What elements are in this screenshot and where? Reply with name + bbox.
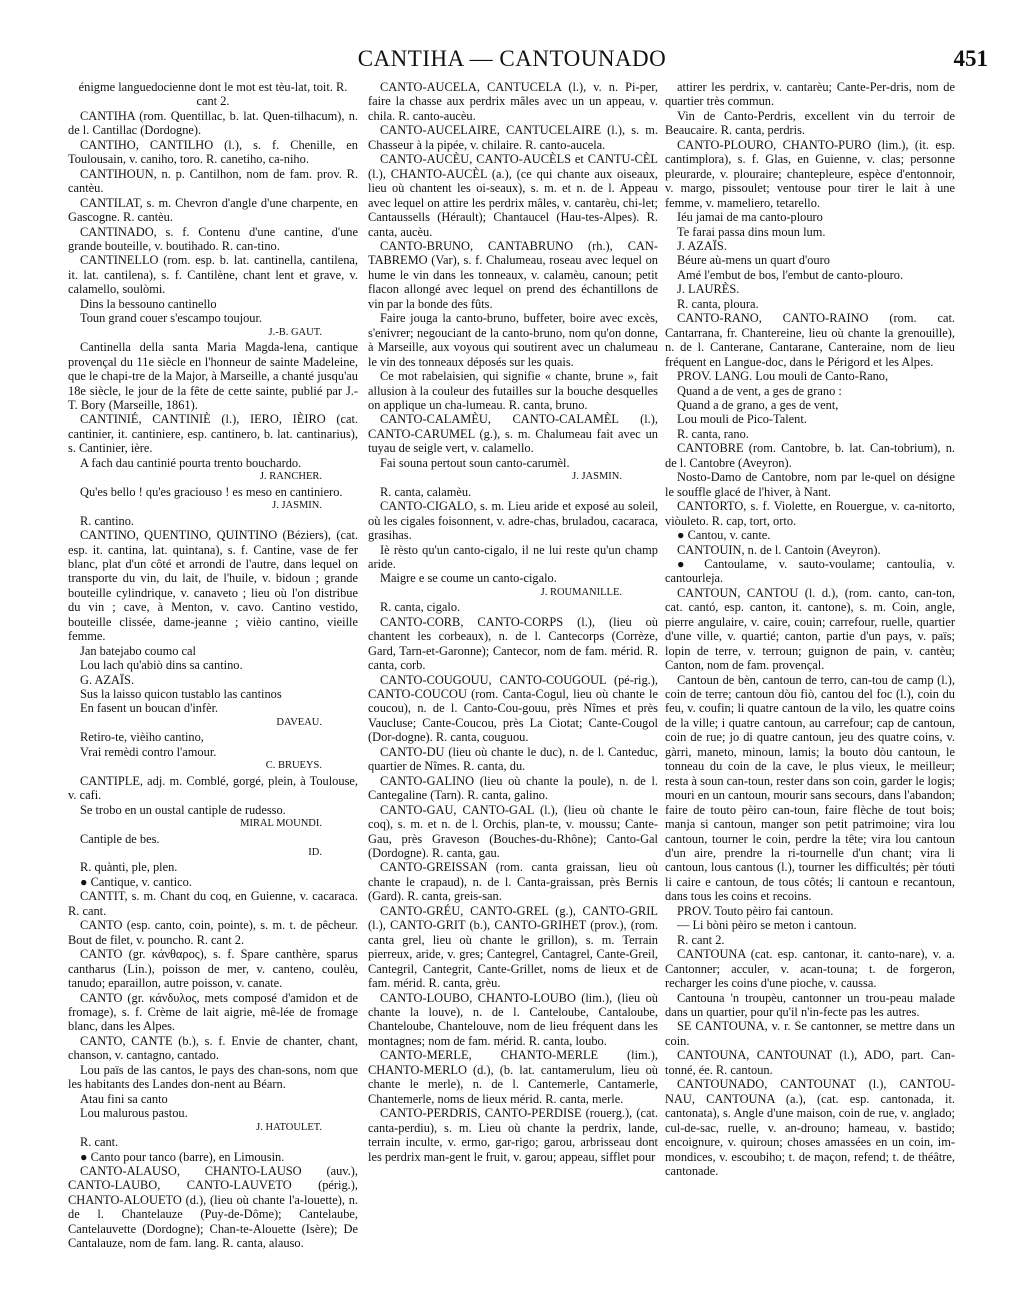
dictionary-entry: attirer les perdrix, v. cantarèu; Cante-Per-dris, nom de quartier très commun. (665, 80, 955, 109)
dictionary-entry: R. cantino. (80, 513, 135, 528)
dictionary-entry: R. cant 2. (677, 932, 725, 947)
dictionary-entry: CANTINIÉ, CANTINIÈ (l.), IERO, IÈIRO (cat. cantinier, it. cantiniere, esp. cantinero, b. lat. cantinarius), s. Cantinier, ière. (68, 412, 358, 456)
dictionary-entry: En fasent un boucan d'infèr. (80, 701, 219, 716)
dictionary-entry: Toun grand couer s'escampo toujour. (80, 311, 263, 326)
dictionary-entry: J. HATOULET. (256, 1121, 322, 1133)
dictionary-entry: Jan batejabo coumo cal (80, 643, 196, 658)
dictionary-entry: Béure aù-mens un quart d'ouro (677, 253, 830, 268)
dictionary-entry: ● Canto pour tanco (barre), en Limousin. (80, 1149, 285, 1164)
dictionary-entry: Iéu jamai de ma canto-plouro (677, 210, 823, 225)
dictionary-entry: CANTO-CIGALO, s. m. Lieu aride et exposé au soleil, où les cigales foisonnent, v. adre-chas, bruladou, cacaraca, grasihas. (368, 499, 658, 543)
dictionary-entry: Ce mot rabelaisien, qui signifie « chante, brune », fait allusion à la couleur des futailles sur la bouche desquelles on applique un cha-lumeau. R. canta, bruno. (368, 369, 658, 412)
dictionary-entry: Fai souna pertout soun canto-carumèl. (380, 455, 570, 470)
dictionary-entry: CANTILAT, s. m. Chevron d'angle d'une charpente, en Gascogne. R. cantèu. (68, 195, 358, 225)
dictionary-entry: R. cant. (80, 1135, 119, 1150)
dictionary-entry: Nosto-Damo de Cantobre, nom par le-quel on désigne le souffle glacé de l'hiver, à Nant. (665, 470, 955, 499)
dictionary-entry: A fach dau cantinié pourta trento bouchardo. (80, 455, 302, 470)
dictionary-entry: Vrai remèdi contro l'amour. (80, 744, 217, 759)
dictionary-entry: CANTO-CORB, CANTO-CORPS (l.), (lieu où chantent les corbeaux), n. de l. Cantecorps (Corrèze, Gard, Tarn-et-Garonne); Cantecor, nom de fam. mérid. R. canta, corb. (368, 614, 658, 673)
dictionary-entry: G. AZAÏS. (80, 672, 135, 687)
dictionary-entry: CANTOUNA, CANTOUNAT (l.), ADO, part. Can-tonné, ée. R. cantoun. (665, 1048, 955, 1077)
dictionary-entry: J.-B. GAUT. (268, 326, 322, 338)
dictionary-entry: Iè rèsto qu'un canto-cigalo, il ne lui reste qu'un champ aride. (368, 542, 658, 571)
dictionary-entry: CANTIHA (rom. Quentillac, b. lat. Quen-tilhacum), n. de l. Cantillac (Dordogne). (68, 108, 358, 138)
dictionary-entry: CANTO-COUGOUU, CANTO-COUGOUL (pé-rig.), CANTO-COUCOU (rom. Canta-Cogul, lieu où chante le coucou), n. de l. Canto-Cou-gouu, près Nîmes et près Vaucluse; Cante-Coucou, près La Ciotat; Cante-Cougol (Dor-dogne). R. canta, couguou. (368, 672, 658, 745)
dictionary-entry: énigme languedocienne dont le mot est tèu-lat, toit. R. cant 2. (78, 80, 348, 109)
dictionary-entry: CANTO-AUCELAIRE, CANTUCELAIRE (l.), s. m. Chasseur à la pipée, v. chilaire. R. canto-aucela. (368, 123, 658, 152)
page-number: 451 (953, 46, 988, 71)
dictionary-entry: Lou mouli de Pico-Talent. (677, 412, 807, 427)
dictionary-entry: J. ROUMANILLE. (540, 586, 622, 598)
dictionary-entry: CANTO-PLOURO, CHANTO-PURO (lim.), (it. esp. cantimplora), s. f. Glas, en Guienne, v. clas; personne pleurarde, v. plouraire; chantepleure, espèce d'entonnoir, v. margo, pissoulet; ventouse pour tirer le lait à une femme, v. mameliero, tetarello. (665, 137, 955, 210)
dictionary-entry: DAVEAU. (276, 716, 322, 728)
dictionary-entry: Sus la laisso quicon tustablo las cantinos (80, 687, 282, 702)
dictionary-entry: CANTO (esp. canto, coin, pointe), s. m. t. de pêcheur. Bout de filet, v. pouncho. R. cant 2. (68, 918, 358, 947)
dictionary-entry: Cantoun de bèn, cantoun de terro, can-tou de camp (l.), coin de terre; cantoun dòu fiò, cantou del foc (l.), coin du feu, v. coufin; li quatre cantoun de la vilo, les quatre coins de la ville; i quatre cantoun, au carrefour; cap de cantoun, coin de rue; jo di quatre cantoun, jeu des quatre coins, v. gàrri, maneto, minoun, lamis; la bouto dòu cantoun, le tonneau du coin de la cave, le plus vieux, le meilleur; resta à soun can-toun, rester dans son coin, garder le logis; mouri en un cantoun, mourir sans secours, dans l'abandon; faire de touto pèiro can-toun, faire flèche de tout bois; manja si cantoun, manger son petit patrimoine; vira lou cantoun, tourner le coin, perdre la tête; vira lou cantoun d'un aire, prendre la ri-tournelle d'un chant; vira li cantoun, lous cantous (l.), tourner les difficultés; pèr tóuti li caire e cantoun, de tous côtés; li cantoun e recantoun, dans tous les coins et recoins. (665, 672, 955, 904)
dictionary-entry: CANTINELLO (rom. esp. b. lat. cantinella, cantilena, it. lat. cantilena), s. f. Cantilène, chant lent et grave, v. calamello, soulòmi. (68, 253, 358, 297)
dictionary-entry: CANTO-GAU, CANTO-GAL (l.), (lieu où chante le coq), s. m. et n. de l. Orchis, plan-te, v. moussu; Cante-Gau, près Graveson (Bouches-du-Rhône); Canto-Gal (Dordogne). R. canta, gau. (368, 802, 658, 861)
dictionary-entry: CANTINADO, s. f. Contenu d'une cantine, d'une grande bouteille, v. boutihado. R. can-tino. (68, 224, 358, 253)
dictionary-entry: Quand a de grano, a ges de vent, (677, 397, 839, 412)
dictionary-entry: CANTORTO, s. f. Violette, en Rouergue, v. ca-nitorto, viòuleto. R. cap, tort, orto. (665, 499, 955, 528)
dictionary-entry: — Li bòni pèiro se meton i cantoun. (677, 918, 857, 933)
dictionary-entry: CANTO-CALAMÈU, CANTO-CALAMÈL (l.), CANTO-CARUMEL (g.), s. m. Chalumeau fait avec un tuyau de seigle vert, v. calamello. (368, 412, 658, 456)
running-title: CANTIHA — CANTOUNADO (357, 46, 667, 71)
dictionary-entry: Lou lach qu'abiò dins sa cantino. (80, 658, 243, 673)
dictionary-entry: Maigre e se coume un canto-cigalo. (380, 571, 557, 586)
dictionary-entry: CANTIT, s. m. Chant du coq, en Guienne, v. cacaraca. R. cant. (68, 889, 358, 918)
column-left (68, 80, 358, 1295)
column-right (665, 80, 955, 1295)
dictionary-entry: Cantouna 'n troupèu, cantonner un trou-peau malade dans un quartier, pour qu'il n'in-fecte pas les autres. (665, 990, 955, 1019)
dictionary-entry: CANTIPLE, adj. m. Comblé, gorgé, plein, à Toulouse, v. cafi. (68, 773, 358, 803)
dictionary-entry: CANTO-DU (lieu où chante le duc), n. de l. Canteduc, quartier de Nîmes. R. canta, du. (368, 744, 658, 774)
dictionary-entry: CANTIHO, CANTILHO (l.), s. f. Chenille, en Toulousain, v. caniho, toro. R. canetiho, ca-niho. (68, 137, 358, 167)
dictionary-entry: C. BRUEYS. (265, 760, 322, 772)
dictionary-entry: Retiro-te, vièiho cantino, (80, 730, 204, 745)
dictionary-entry: CANTO, CANTE (b.), s. f. Envie de chanter, chant, chanson, v. cantagno, cantado. (68, 1033, 358, 1063)
dictionary-entry: J. JASMIN. (572, 471, 622, 483)
dictionary-entry: J. JASMIN. (272, 500, 322, 512)
dictionary-entry: R. canta, ploura. (677, 296, 759, 311)
dictionary-entry: Lou païs de las cantos, le pays des chan-sons, nom que les habitants des Landes don-nent au Béarn. (68, 1062, 358, 1092)
dictionary-entry: R. quànti, ple, plen. (80, 860, 178, 875)
dictionary-entry: CANTO (gr. κάνθαρος), s. f. Spare canthère, sparus cantharus (Lin.), poisson de mer, v. canteno, coulèu, tanudo; eparaillon, autre poisson, v. canate. (68, 947, 358, 991)
dictionary-entry: CANTO-RANO, CANTO-RAINO (rom. cat. Cantarrana, fr. Chantereine, lieu où chante la grenouille), n. de l. Canterane, Cantarane, Canteraine, nom de lieu fréquent en Langue-doc, dans le Périgord et les Alpes. (665, 311, 955, 369)
dictionary-entry: Qu'es bello ! qu'es graciouso ! es meso en cantiniero. (80, 484, 343, 499)
page-header (0, 46, 1024, 76)
dictionary-entry: CANTO-PERDRIS, CANTO-PERDISE (rouerg.), (cat. canta-perdiu), s. m. Lieu où chante la perdrix, lande, terrain inculte, v. ermo, gar-rigo; garou, arbrisseau dont les perdrix man-gent le fruit, v. garou; appeau, sifflet pour (368, 1106, 658, 1164)
dictionary-entry: Atau fini sa canto (80, 1091, 168, 1106)
dictionary-entry: PROV. LANG. Lou mouli de Canto-Rano, (677, 369, 889, 384)
dictionary-entry: Cantinella della santa Maria Magda-lena, cantique provençal du 11e siècle en l'honneur de sainte Madeleine, que le chapi-tre de la Major, à Marseille, a chanté jusqu'au 18e siècle, le jour de la fête de cette sainte, publié par J.-T. Bory (Marseille, 1861). (68, 340, 358, 412)
dictionary-entry: CANTO-ALAUSO, CHANTO-LAUSO (auv.), CANTO-LAUBO, CANTO-LAUVETO (périg.), CHANTO-ALOUETO (d.), (lieu où chante l'a-louette), n. de l. Chantelauze (Puy-de-Dôme); Cantelaube, Cantelauvette (Dordogne); Chan-te-Alouette (Isère); De Cantalauze, nom de fam. lang. R. canta, alauso. (68, 1163, 358, 1251)
dictionary-entry: SE CANTOUNA, v. r. Se cantonner, se mettre dans un coin. (665, 1019, 955, 1048)
dictionary-entry: CANTO (gr. κάνδυλος, mets composé d'amidon et de fromage), s. f. Crème de lait aigrie, mê-lée de fromage blanc, dans les Alpes. (68, 990, 358, 1034)
dictionary-entry: Dins la bessouno cantinello (80, 296, 217, 311)
dictionary-entry: CANTO-BRUNO, CANTABRUNO (rh.), CAN-TABREMO (Var), s. f. Chalumeau, roseau avec lequel on hume le vin dans les tonneaux, v. calamèu, canoun; petit flacon allongé avec lequel on prend des échantillons de vin par la bonde des fûts. (368, 238, 658, 311)
column-middle (368, 80, 658, 1295)
dictionary-entry: CANTOUNADO, CANTOUNAT (l.), CANTOU-NAU, CANTOUNA (a.), (cat. esp. cantonada, it. cantonata), s. Angle d'une maison, coin de rue, v. anglado; cul-de-sac, ruelle, v. an-drouno; hameau, v. bastido; encoignure, v. quiroun; choses amassées en un coin, im-mondices, v. escoubiho; t. de maçon, refend; t. de théâtre, cantonade. (665, 1077, 955, 1178)
dictionary-entry: CANTO-AUCELA, CANTUCELA (l.), v. n. Pi-per, faire la chasse aux perdrix mâles avec un un appeau, v. chila. R. canto-aucèu. (368, 80, 658, 123)
dictionary-entry: R. canta, cigalo. (380, 600, 461, 615)
dictionary-entry: J. AZAÏS. (677, 238, 727, 253)
dictionary-entry: PROV. Touto pèiro fai cantoun. (677, 903, 834, 918)
dictionary-entry: Te farai passa dins moun lum. (677, 224, 826, 239)
dictionary-entry: Lou malurous pastou. (80, 1106, 188, 1121)
dictionary-entry: Cantiple de bes. (80, 831, 160, 846)
dictionary-entry: Amé l'embut de bos, l'embut de canto-plouro. (677, 267, 904, 282)
dictionary-entry: Vin de Canto-Perdris, excellent vin du terroir de Beaucaire. R. canta, perdris. (665, 108, 955, 138)
dictionary-entry: J. LAURÈS. (677, 282, 740, 297)
dictionary-entry: Faire jouga la canto-bruno, buffeter, boire avec excès, s'enivrer; negouciant de la canto-bruno, nom qu'on donne, à Marseille, aux voyous qui soutirent avec un chalumeau le vin des tonneaux déposés sur les quais. (368, 311, 658, 369)
dictionary-entry: CANTOUIN, n. de l. Cantoin (Aveyron). (677, 542, 881, 557)
dictionary-entry: CANTO-GALINO (lieu où chante la poule), n. de l. Cantegaline (Tarn). R. canta, galino. (368, 773, 658, 803)
dictionary-entry: CANTO-MERLE, CHANTO-MERLE (lim.), CHANTO-MERLO (d.), (b. lat. cantamerulum, lieu où chante le merle), n. de l. Cantemerle, Cantamerle, Chantemerle, noms de lieux mérid. R. canta, merle. (368, 1048, 658, 1106)
dictionary-entry: ● Cantoulame, v. sauto-voulame; cantoulia, v. cantourleja. (665, 556, 955, 586)
dictionary-entry: MIRAL MOUNDI. (240, 818, 322, 830)
dictionary-entry: CANTO-AUCÈU, CANTO-AUCÈLS et CANTU-CÈL (l.), CHANTO-AUCÈL (a.), (ce qui chante aux oiseaux, lieu où chantent les oi-seaux), s. m. et n. de l. Appeau avec lequel on attire les perdrix mâles, v. cantarèu, chi-let; Cantaussells (Hérault); Chantaucel (Hau-tes-Alpes). R. canta, aucèu. (368, 152, 658, 239)
dictionary-entry: CANTOUNA (cat. esp. cantonar, it. canto-nare), v. a. Cantonner; acculer, v. acan-touna; t. de forgeron, recharger les coins d'une pioche, v. caussa. (665, 947, 955, 991)
dictionary-entry: CANTINO, QUENTINO, QUINTINO (Béziers), (cat. esp. it. cantina, lat. quintana), s. f. Cantine, vase de fer blanc, plat d'un côté et arrondi de l'autre, dans lequel on transporte du vin, du lait, de l'huile, v. bidoun ; grande bouteille cylindrique, v. canaveto ; lieu où l'on distribue du vin ; cave, à Menton, v. cavo. Cantino vestido, bouteille clissée, dame-jeanne ; vièio cantino, vieille femme. (68, 528, 358, 644)
dictionary-entry: ID. (308, 847, 322, 859)
dictionary-entry: ● Cantique, v. cantico. (80, 874, 192, 889)
dictionary-entry: CANTOBRE (rom. Cantobre, b. lat. Can-tobrium), n. de l. Cantobre (Aveyron). (665, 441, 955, 470)
dictionary-entry: R. canta, calamèu. (380, 484, 472, 499)
dictionary-entry: ● Cantou, v. cante. (677, 528, 771, 543)
dictionary-entry: CANTOUN, CANTOU (l. d.), (rom. canto, can-ton, cat. cantó, esp. canton, it. cantone), s. m. Coin, angle, pierre angulaire, v. caire, couin; carrefour, ruelle, quartier d'une ville, v. quartié; canton, partie d'un pays, v. païs; lopin de terre, v. terroun; guignon de pain, v. cantèu; Canton, nom de fam. provençal. (665, 585, 955, 673)
dictionary-entry: J. RANCHER. (259, 471, 322, 483)
dictionary-entry: CANTO-GREISSAN (rom. canta graissan, lieu où chante le crapaud), n. de l. Canta-graissan, près Bernis (Gard). R. canta, greis-san. (368, 860, 658, 904)
dictionary-entry: CANTO-GRÉU, CANTO-GREL (g.), CANTO-GRIL (l.), CANTO-GRIT (b.), CANTO-GRIHET (prov.), (rom. canta grel, lieu où chante le grillon), s. m. Terrain pierreux, aride, v. gres; Cantegrel, Cantagrel, Cante-Greil, Cantegril, Cantegrit, Cante-Grillet, noms de lieux et de fam. mérid. R. canta, grèu. (368, 903, 658, 991)
dictionary-entry: CANTIHOUN, n. p. Cantilhon, nom de fam. prov. R. cantèu. (68, 166, 358, 196)
dictionary-entry: Se trobo en un oustal cantiple de rudesso. (80, 802, 286, 817)
dictionary-entry: R. canta, rano. (677, 426, 749, 441)
dictionary-entry: CANTO-LOUBO, CHANTO-LOUBO (lim.), (lieu où chante la louve), n. de l. Canteloube, Cantaloube, Chanteloube, Chantelouve, nom de lieu fréquent dans les montagnes; nom de fam. mérid. R. canta, loubo. (368, 990, 658, 1048)
dictionary-entry: Quand a de vent, a ges de grano : (677, 383, 842, 398)
